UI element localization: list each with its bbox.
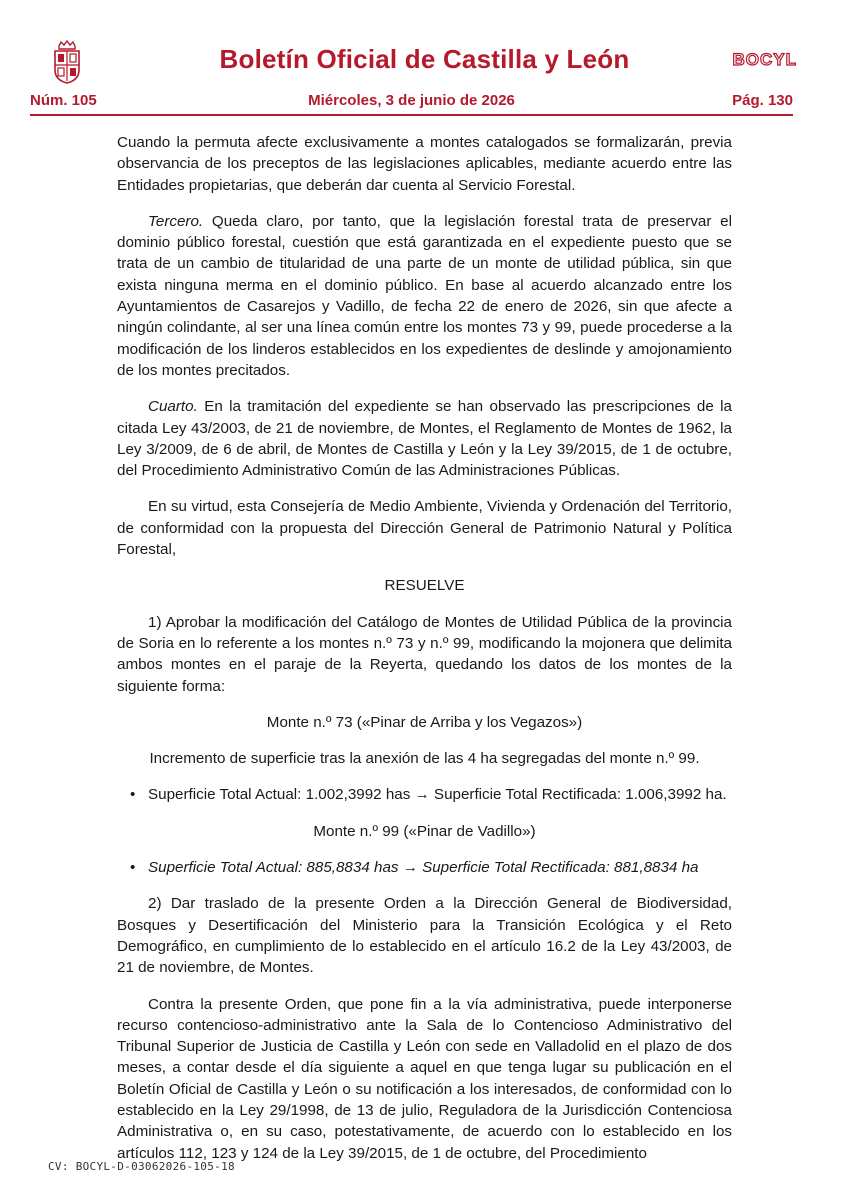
monte-73-surface: Superficie Total Actual: 1.002,3992 has → Superficie Total Rectificada: 1.006,3992 ha. bbox=[148, 786, 727, 804]
tercero-text: Queda claro, por tanto, que la legislación forestal trata de preservar el dominio público forestal, cuestión que está garantizada en el expediente puesto que se trata de un cambio de titularidad de una parte de un monte de utilidad pública, sin que exista ninguna merma en el dominio público. En base al acuerdo alcanzado entre los Ayuntamientos de Casarejos y Vadillo, de fecha 22 de enero de 2026, sin que afecte a ningún colindante, al ser una línea común entre los montes 73 y 99, puede procederse a la modificación de los linderos establecidos en los expedientes de deslinde y amojonamiento de los montes precitados. bbox=[117, 212, 732, 379]
tercero-heading: Tercero. bbox=[148, 212, 204, 230]
monte-73-increment: Incremento de superficie tras la anexión de las 4 ha segregadas del monte n.º 99. bbox=[149, 750, 700, 768]
issue-date: Miércoles, 3 de junio de 2026 bbox=[308, 92, 515, 109]
bullet-icon: • bbox=[130, 859, 136, 877]
cuarto-heading: Cuarto. bbox=[148, 398, 198, 416]
list-item bbox=[117, 857, 732, 878]
monte-99-list bbox=[117, 857, 732, 878]
paragraph-recurso: Contra la presente Orden, que pone fin a la vía administrativa, puede interponerse recurso contencioso-administrativo ante la Sala de lo Contencioso Administrativo del Tribunal Superior de Justicia de Castilla y León con sede en Valladolid en el plazo de dos meses, a contar desde el día siguiente a aquel en que tenga lugar su publicación en el Boletín Oficial de Castilla y León o su notificación a los interesados, de conformidad con lo establecido en la Ley 29/1998, de 13 de julio, Reguladora de la Jurisdicción Contenciosa Administrativa o, en su caso, potestativamente, de acuerdo con lo establecido en los artículos 112, 123 y 124 de la Ley 39/2015, de 1 de octubre, del Procedimiento bbox=[117, 995, 732, 1162]
monte-73-list bbox=[117, 784, 732, 805]
page-header bbox=[52, 38, 797, 86]
paragraph-en-su-virtud: En su virtud, esta Consejería de Medio Ambiente, Vivienda y Ordenación del Territorio, de conformidad con la propuesta del Dirección General de Patrimonio Natural y Política Forestal, bbox=[117, 498, 732, 559]
bullet-icon: • bbox=[130, 786, 136, 804]
cuarto-text: En la tramitación del expediente se han observado las prescripciones de la citada Ley 43/2003, de 21 de noviembre, de Montes, el Reglamento de Montes de 1962, la Ley 3/2009, de 6 de abril, de Montes de Castilla y León y la Ley 39/2015, de 1 de octubre, del Procedimiento Administrativo Común de las Administraciones Públicas. bbox=[117, 398, 732, 480]
verification-code: CV: BOCYL-D-03062026-105-18 bbox=[48, 1160, 235, 1173]
paragraph-resolution-2: 2) Dar traslado de la presente Orden a la Dirección General de Biodiversidad, Bosques y Desertificación del Ministerio para la Transición Ecológica y el Reto Demográfico, en cumplimiento de lo establecido en el artículo 16.2 de la Ley 43/2003, de 21 de noviembre, de Montes. bbox=[117, 895, 732, 977]
paragraph-tercero bbox=[117, 211, 732, 381]
monte-99-title: Monte n.º 99 («Pinar de Vadillo») bbox=[313, 822, 536, 840]
page-number: Pág. 130 bbox=[732, 92, 793, 109]
paragraph-cuarto bbox=[117, 396, 732, 481]
resuelve-heading: RESUELVE bbox=[384, 577, 465, 595]
list-item bbox=[117, 784, 732, 805]
document-body bbox=[117, 132, 732, 1179]
monte-73-title: Monte n.º 73 («Pinar de Arriba y los Vegazos») bbox=[266, 713, 583, 731]
issue-info-bar bbox=[30, 92, 793, 116]
issue-number: Núm. 105 bbox=[30, 92, 97, 109]
bulletin-title: Boletín Oficial de Castilla y León bbox=[219, 44, 630, 74]
paragraph-permuta: Cuando la permuta afecte exclusivamente a montes catalogados se formalizarán, previa observancia de los preceptos de las legislaciones aplicables, mediante acuerdo entre las Entidades propietarias, que deberán dar cuenta al Servicio Forestal. bbox=[117, 134, 732, 194]
monte-99-surface: Superficie Total Actual: 885,8834 has → Superficie Total Rectificada: 881,8834 ha bbox=[148, 859, 699, 877]
paragraph-resolution-1: 1) Aprobar la modificación del Catálogo de Montes de Utilidad Pública de la provincia de Soria en lo referente a los montes n.º 73 y n.º 99, modificando la mojonera que delimita ambos montes en el paraje de la Reyerta, quedando los datos de los montes de la siguiente forma: bbox=[117, 613, 732, 695]
bocyl-logo: BOCYL bbox=[732, 50, 797, 69]
